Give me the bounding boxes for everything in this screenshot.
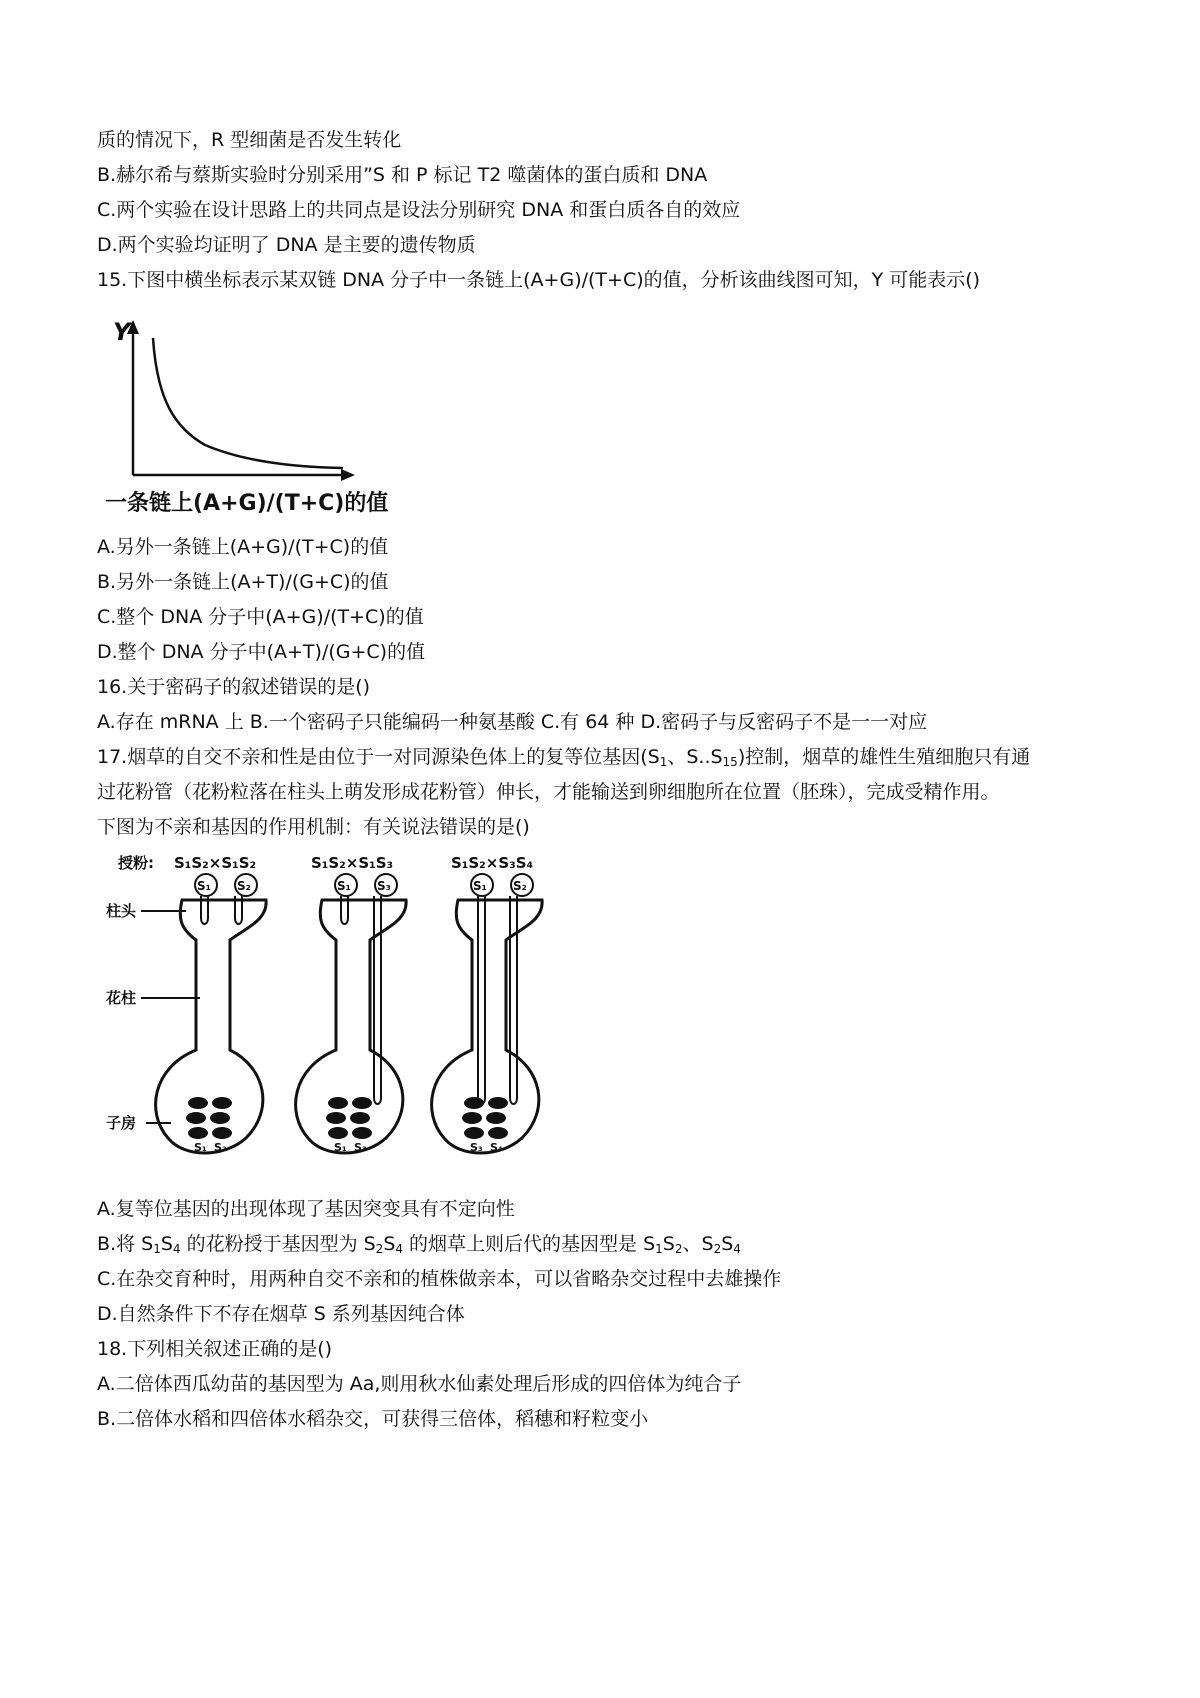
pollen-label: S₂ <box>513 879 527 893</box>
label-ovary: 子房 <box>106 1114 137 1132</box>
text-line: D.两个实验均证明了 DNA 是主要的遗传物质 <box>97 234 476 256</box>
ovule-label: S₂ <box>214 1141 227 1154</box>
question-17-line1: 17.烟草的自交不亲和性是由位于一对同源染色体上的复等位基因($S_1$、$S..S_{15}$)控制，烟草的雄性生殖细胞只有通 <box>97 746 1031 769</box>
pollen-label: S₃ <box>377 879 391 893</box>
option-17d: D.自然条件下不存在烟草 S 系列基因纯合体 <box>97 1303 465 1325</box>
x-axis-label: 一条链上(A+G)/(T+C)的值 <box>105 491 389 516</box>
text-line: C.两个实验在设计思路上的共同点是设法分别研究 DNA 和蛋白质各自的效应 <box>97 199 741 221</box>
option-15b: B.另外一条链上(A+T)/(G+C)的值 <box>97 571 389 593</box>
ovule-label: S₃ <box>354 1141 367 1154</box>
ovule-label: S₁ <box>334 1141 347 1154</box>
pistil-1 <box>156 874 267 1154</box>
y-axis-label: Y <box>113 318 131 346</box>
option-15a: A.另外一条链上(A+G)/(T+C)的值 <box>97 536 389 558</box>
option-15d: D.整个 DNA 分子中(A+T)/(G+C)的值 <box>97 641 426 663</box>
pistil-2 <box>296 874 407 1154</box>
option-18b: B.二倍体水稻和四倍体水稻杂交，可获得三倍体，稻穗和籽粒变小 <box>97 1408 649 1430</box>
question-16: 16.关于密码子的叙述错误的是() <box>97 676 371 698</box>
ovule-label: S₁ <box>194 1141 207 1154</box>
label-style: 花柱 <box>106 989 137 1007</box>
pollination-title: 授粉: <box>118 854 154 872</box>
pollen-label: S₁ <box>337 879 351 893</box>
text-line: B.赫尔希与蔡斯实验时分别采用”S 和 P 标记 T2 噬菌体的蛋白质和 DNA <box>97 164 708 186</box>
cross-1: S₁S₂×S₁S₂ <box>174 854 257 872</box>
question-17-line2: 过花粉管（花粉粒落在柱头上萌发形成花粉管）伸长，才能输送到卵细胞所在位置（胚珠），完成受精作用。 <box>97 781 1000 803</box>
x-axis-arrow <box>341 469 355 481</box>
pistil-3 <box>432 874 543 1154</box>
question-15: 15.下图中横坐标表示某双链 DNA 分子中一条链上(A+G)/(T+C)的值，分析该曲线图可知，Y 可能表示() <box>97 269 981 291</box>
ovule-label: S₄ <box>490 1141 503 1154</box>
cross-3: S₁S₂×S₃S₄ <box>451 854 534 872</box>
options-16: A.存在 mRNA 上 B.一个密码子只能编码一种氨基酸 C.有 64 种 D.密码子与反密码子不是一一对应 <box>97 711 928 733</box>
label-stigma: 柱头 <box>106 902 137 920</box>
option-15c: C.整个 DNA 分子中(A+G)/(T+C)的值 <box>97 606 424 628</box>
option-17c: C.在杂交育种时，用两种自交不亲和的植株做亲本，可以省略杂交过程中去雄操作 <box>97 1268 782 1290</box>
cross-2: S₁S₂×S₁S₃ <box>311 854 394 872</box>
text-line: 质的情况下，R 型细菌是否发生转化 <box>97 129 402 151</box>
option-18a: A.二倍体西瓜幼苗的基因型为 Aa,则用秋水仙素处理后形成的四倍体为纯合子 <box>97 1373 742 1395</box>
ovule-label: S₃ <box>470 1141 483 1154</box>
option-17b: B.将 $S_1S_4$ 的花粉授于基因型为 $S_2S_4$ 的烟草上则后代的基因型是 $S_1S_2$、$S_2S_4$ <box>97 1233 741 1256</box>
curve <box>153 338 343 468</box>
question-18: 18.下列相关叙述正确的是() <box>97 1338 333 1360</box>
figure-17-pollination-diagram <box>96 848 636 1193</box>
question-17-line3: 下图为不亲和基因的作用机制：有关说法错误的是() <box>97 816 530 838</box>
pollen-label: S₁ <box>197 879 211 893</box>
option-17a: A.复等位基因的出现体现了基因突变具有不定向性 <box>97 1198 515 1220</box>
pollen-label: S₂ <box>237 879 251 893</box>
pollen-label: S₁ <box>473 879 487 893</box>
figure-15-curve-graph <box>105 310 405 520</box>
